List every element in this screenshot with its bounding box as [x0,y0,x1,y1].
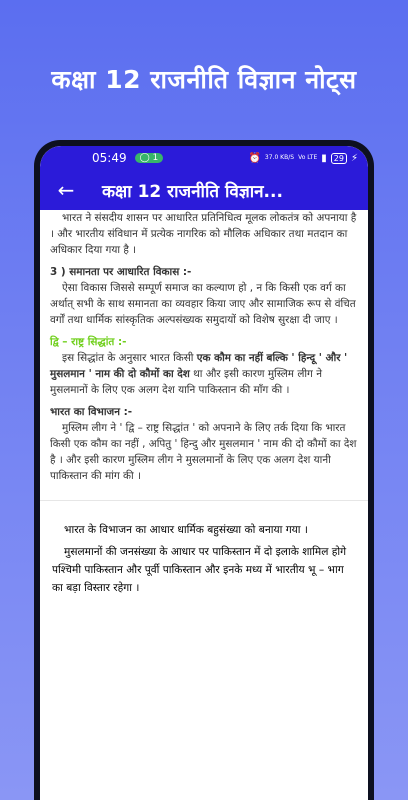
battery-indicator: 29 [331,153,347,164]
section-heading-green: द्वि – राष्ट्र सिद्धांत :- [50,336,127,348]
phone-frame [34,140,374,800]
paragraph [50,350,360,398]
paragraph: भारत ने संसदीय शासन पर आधारित प्रतिनिधित्व मूलक लोकतंत्र को अपनाया है । और भारतीय संविधान में प्रत्येक नागरिक को मौलिक अधिकार तथा मतदान का अधिकार दिया गया है । [50,212,357,256]
volte-indicator: Vo LTE [298,154,318,161]
paragraph: भारत के विभाजन का आधार धार्मिक बहुसंख्या को बनाया गया । [64,524,308,536]
arrow-left-icon[interactable]: ← [57,178,75,202]
status-bar [40,146,368,170]
paragraph: मुसलमानों की जनसंख्या के आधार पर पाकिस्तान में दो इलाके शामिल होगे पश्चिमी पाकिस्तान और पूर्वी पाकिस्तान और इनके मध्य में भारतीय भू – भाग का बड़ा विस्तार रहेगा । [52,546,347,594]
promo-title: कक्षा 12 राजनीति विज्ञान नोट्स [51,65,357,94]
app-screen [40,146,368,800]
hotspot-badge [135,153,164,163]
divider [40,500,368,501]
signal-icon: ▮ [321,152,327,164]
paragraph: मुस्लिम लीग ने ' द्वि – राष्ट्र सिद्धांत ' को अपनाने के लिए तर्क दिया कि भारत किसी एक कौम का नहीं , अपितु ' हिन्दु और मुसलमान ' नाम की दो कौमों का देश है । और इसी कारण मुस्लिम लीग ने मुसलमानों के लिए एक अलग देश यानी पाकिस्तान की मांग की । [50,422,357,482]
paragraph: ऐसा विकास जिससे सम्पूर्ण समाज का कल्याण हो , न कि किसी एक वर्ग का अर्थात् सभी के साथ समानता का व्यवहार किया जाए और सामाजिक रूप से वंचित वर्गों तथा धार्मिक सांस्कृतिक अल्पसंख्यक समुदायों को विशेष सुरक्षा दी जाए । [50,282,356,326]
app-bar [40,170,368,210]
text-run: था और इसी कारण मुस्लिम लीग ने मुसलमानों के लिए एक अलग देश यानि पाकिस्तान की माँग की । [50,368,322,396]
notes-content[interactable] [40,210,368,501]
status-icons [248,153,358,164]
text-run: इस सिद्धांत के अनुसार भारत किसी [62,352,197,364]
alarm-icon: ⏰ [248,152,261,164]
hotspot-icon: ◯ [139,153,150,163]
network-speed: 37.0 KB/S [264,154,295,161]
bold-text-run: एक कौम का नहीं बल्कि ' हिन्दू ' और ' मुसलमान ' नाम की दो कौमों का देश [50,352,348,380]
hotspot-count: 1 [152,153,159,163]
charging-icon: ⚡ [350,152,358,164]
notes-card [40,511,368,611]
section-heading: 3 ) समानता पर आधारित विकास :- [50,266,192,278]
page-title: कक्षा 12 राजनीति विज्ञान... [102,181,283,202]
section-heading: भारत का विभाजन :- [50,406,133,418]
status-time: 05:49 [92,151,127,165]
